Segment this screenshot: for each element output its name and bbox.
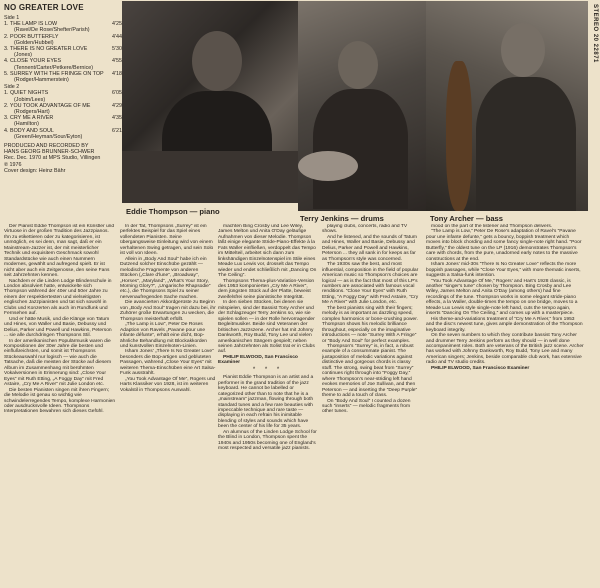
- track-title: 5. SURREY WITH THE FRINGE ON TOP: [4, 70, 104, 77]
- track-duration: 4'29: [111, 102, 122, 109]
- liner-paragraph: In der amerikanischen Populärmusik waren die Kompositionen der 30er Jahre die besten und einflußreichsten, und somit ist Thompsons Stückeauswahl nur logisch — wie auch die Tatsache, daß die meisten der Stücke auf diesem Album im Zusammenhang mit berühmten Vokalversionen in Erinnerung sind: „Close Your Eyes“ mit Ruth Etting, „A Foggy Day“ mit Fred Astaire, „Cry Me A River“ mit Julie London etc.: [4, 338, 112, 388]
- credit-line: ℗ 1976: [4, 161, 22, 168]
- tracklist: [4, 14, 122, 174]
- track-duration: 4'44: [111, 33, 122, 40]
- track-duration: 6'21: [111, 127, 122, 134]
- caption-eddie-thompson: Eddie Thompson — piano: [126, 207, 220, 216]
- liner-paragraph: Thompsons Thema-plus-Variation-Version des 1953 komponierten „Cry Me A River“, dem jüngsten Stück auf der Platte, beweist zweifelsfrei seine pianistische Integrität.: [218, 278, 315, 300]
- liner-paragraph: Isham Jones' mid-30s “There Is No Greater Love” reflects the more boppish passages, while “Close Your Eyes,” with more thematic inserts, suggests a Salsa-funk intention.: [426, 262, 581, 279]
- liner-paragraph: “You Took Advantage Of Me,” Rogers' and Hart's 1928 classic, is another “singer's tune” chosen by Thompson. Bing Crosby and Lee Wiley, James Melton and Anita O'Day (among others) had fine recordings of the tune. Thompson works in some elegant stride-piano effects, a la Waller, double-times the tempo on one bridge, moves to a Meade Lux Lewis style single-note left hand, cuts the tempo again, inserts “Dancing On The Ceiling,” and comes up with a masterpiece.: [426, 278, 578, 317]
- track-composer: (Rodger/Hammerstein): [14, 77, 69, 84]
- side-1-tracks: [4, 21, 122, 83]
- track-composer: (Rodgers/Hart): [14, 109, 50, 116]
- liner-paragraph: Der Pianist Eddie Thompson ist ein Künstler und Virtuose in der großen Tradition des Jazzpianos. Ihn zu etikettieren oder zu kategorisieren, ist unmöglich, es sei denn, man sagt, daß er ein Mainstream-Jazzer ist, der mit meisterlicher Technik und exquisitem Geschmack sowohl Standardstücke wie auch einen Nummern modernes, gewählt und aufregend spielt. Er ist nicht aber auch ein Zeitgenosse, den seine Fans seit Jahrzehnten kennen.: [4, 224, 115, 279]
- track-title: 1. THE LAMP IS LOW: [4, 21, 58, 28]
- liner-notes-german-col-1: [4, 224, 116, 584]
- production-credits: [4, 143, 122, 174]
- section-divider-stars: * * *: [252, 366, 284, 373]
- liner-paragraph: In den sieben Stücken, bei denen sie mitspielen, sind der Bassist Tony Archer und der Schlagzeuger Terry Jenkins so, wie sie spielen sollen — in der Rolle hervorragender Begleitmusiker. Beide sind Veteranen der britischen Jazzszene. Archer hat mit Johnny Dankworth, Roy Budd, Tony Lee und vielen amerikanischen Sängern gespielt; neben seinen Jahrzehnten als Solist trat er in Clubs auf.: [218, 300, 315, 355]
- credit-line: HANS GEORG BRUNNER-SCHWER: [4, 149, 95, 156]
- liner-paragraph: The best pianists sing with their fingers; melody is as important as dazzling speed, complex harmonics or bone-crushing power. Thompson shows his melodic brilliance throughout, especially on the imaginative introductions — note “Surrey With A Fringe” or “Body And Soul” for perfect examples.: [322, 305, 418, 344]
- liner-paragraph: Die avancierten Akkordgerüste zu Beginn von „Body And Soul“ tragen mit dazu bei, ihr Zuhörer große Erwartungen zu wecken, die Thompson meisterhaft erfüllt.: [120, 300, 216, 322]
- liner-paragraph: Thompson's “Surrey” is, in fact, a robust example of a consummate pianist. The juxtaposition of melodic variations against distinctive and gorgeous chords is classy stuff. The strong, swing beat from “Surrey” continues right through into “Foggy Day,” where Thompson's near-striding left hand evokes memories of Joe Sullivan, and then Peterson — and inserting the “Deep Purple” theme to add a touch of class.: [322, 343, 418, 399]
- track-composer: (Jobim/Lees): [14, 96, 46, 103]
- liner-paragraph: Allein in „Body And Soul“ habe ich ein Dutzend solcher Einschübe gezählt — melodische Fragmente von anderen Stücken („Clare d'lune“, „Broadway“, „Horses“, „Maryland“, „What's Your Story, Morning Glory?“, „Ungarische Rhapsodie“ etc.), die Thompsons Spiel zu seiner nervenaufregenden Sache machen.: [120, 256, 211, 300]
- photo-tony-archer: [426, 1, 588, 211]
- album-title: NO GREATER LOVE: [4, 3, 84, 12]
- track-title: 2. POOR BUTTERFLY: [4, 33, 59, 40]
- liner-paragraph: playing clubs, concerts, radio and TV shows.: [322, 224, 408, 235]
- liner-paragraph: On the seven numbers to which they contribute bassist Tony Archer and drummer Terry Jenkins perform as they should — in well done accompaniment roles. Both are veterans of the British jazz scene. Archer has worked with Johnny Dankworth, Roy Budd, Tony Lee and many American singers; Jenkins, beside comparable club work, has extensive radio and TV studio credits.: [426, 333, 584, 366]
- liner-paragraph: Die besten Pianisten singen mit ihren Fingern; die Melodie ist genau so wichtig wie schwindelerregendes Tempo, komplexe Harmonien oder ausdrucksvolle Ideen. Thompsons Interpretationen bewahren sich dieses Gefühl.: [4, 387, 116, 415]
- track-composer: (Tennent/Carter/Petkere/Bernice): [14, 64, 94, 71]
- stereo-catalog-number: STEREO 20 22871: [592, 4, 598, 63]
- credit-line: Cover design: Heinz Bähr: [4, 167, 66, 174]
- liner-paragraph: The 1930s saw the best, and most influential, composition in the field of popular American music so Thompson's choices are logical — as is the fact that most of this LP's numbers are associated with famous vocal renditions. “Close Your Eyes” with Ruth Etting, “A Foggy Day” with Fred Astaire, “Cry Me A River” with Julie London, etc.: [322, 262, 419, 306]
- liner-paragraph: „The Lamp is Low“, Peter De Roses Adaption von Ravels „Pavane pour une infante défunte“, erhält eine dicht, Bop-ähnliche Behandlung mit Blockakkorden und kunstvollen Einzelnoten-Linien.: [120, 322, 207, 349]
- track-composer: (Jones): [14, 52, 32, 59]
- track-composer: (Ravel/De Rose/Shefter/Parish): [14, 27, 90, 34]
- liner-paragraph: Und er hätte Musik, und die Klänge von Tatum und Hines, von Waller und Basie, Debussy und Delius, Parker und Powell und Hawkins, Peterson ... sie alle durchdringen Thompsons Stil.: [4, 316, 112, 339]
- liner-paragraph: And he listened, and the sounds of Tatum and Hines, Waller and Basie, Debussy and Delius, Parker and Powell and Hawkins, Peterson ... they all sank in for keeps as far as Thompson's style was concerned.: [322, 234, 417, 262]
- caption-terry-jenkins: Terry Jenkins — drums: [300, 214, 384, 223]
- track-title: 3. THERE IS NO GREATER LOVE: [4, 46, 88, 53]
- liner-notes-german-col-2: [120, 224, 216, 584]
- liner-paragraph: “The Lamp is Low,” Peter De Rose's adaptation of Ravel's “Pavane pour une infante defunte,” gets a bouncy, boppish treatment which moves into block chording and some fancy single-note right hand. “Poor Butterfly,” the oldest tune on the LP (1916) demonstrates Thompson's care with chords, from the pure, unadorned early notes to the massive constructions at the end.: [426, 229, 582, 262]
- liner-paragraph: Nachdem er die Linden Lodge Blindenschule in London absolviert hatte, entwickelte sich Thompson während der 40er und 50er Jahre zu einem der respektiertesten und vielseitigsten englischen Jazzpianisten und tat sich sowohl in Clubs und Konzerten als auch im Rundfunk und Fernsehen auf.: [4, 278, 112, 317]
- liner-paragraph: „You Took Advantage Of Me“, Rogers und Harts Klassiker von 1928, ist im weiteren Vokalstil in Thompsons Auswahl.: [120, 376, 216, 393]
- track-composer: (Hamilton): [14, 121, 39, 128]
- liner-paragraph: On “Body And Soul” I counted a dozen such “inserts” — melodic fragments from other tunes.: [322, 398, 411, 415]
- liner-notes-english-col-4: [322, 224, 422, 584]
- liner-paragraph: mood on the part of the listener and Thompson delivers.: [431, 224, 553, 229]
- track-title: 1. QUIET NIGHTS: [4, 90, 49, 97]
- liner-paragraph: Pianist Eddie Thompson is an artist and a performer in the grand tradition of the jazz keyboard. He cannot be labelled or categorized other than to note that he is a „mainstream“ jazzman, flowing through both standard tunes and a few rare beauties with impeccable technique and rare taste — displaying in each refrain his inimitable blending of styles and sounds which have been the center of his life for 35 years.: [218, 375, 314, 430]
- track-title: 4. BODY AND SOUL: [4, 127, 54, 134]
- track-duration: 6'05: [111, 90, 122, 97]
- track-duration: 5'30: [111, 46, 122, 53]
- author-signature: PHILIP ELWOOD, San Francisco Examiner: [431, 365, 530, 371]
- track-title: 4. CLOSE YOUR EYES: [4, 58, 62, 65]
- track-composer: (Green/Heyman/Sour/Eyton): [14, 133, 83, 140]
- side-2-label: Side 2: [4, 84, 20, 91]
- credit-line: PRODUCED AND RECORDED BY: [4, 143, 89, 150]
- side-2-tracks: [4, 90, 122, 140]
- credit-line: Rec. Dec. 1970 at MPS Studio, Villingen: [4, 155, 101, 162]
- track-duration: 4'35: [111, 115, 122, 122]
- liner-paragraph: An alumnus of the Linden Lodge School for the Blind in London, Thompson spent the 1940s and 1950s becoming one of England's most respected and versatile jazz pianists.: [218, 429, 317, 452]
- liner-paragraph: Isham Jones' „There Is No Greater Love“ besonders die Bop-artigen und gebluteten Passagen, während „Close Your Eyes“ mit weiteren Thema-Einschüben eine Art Salsa-Funk ausstrahlt.: [120, 349, 216, 377]
- track-title: 2. YOU TOOK ADVANTAGE OF ME: [4, 102, 91, 109]
- track-duration: 4'25: [111, 21, 122, 28]
- track-composer: (Golden/Hubbel): [14, 39, 54, 46]
- caption-tony-archer: Tony Archer — bass: [430, 214, 504, 223]
- track-title: 3. CRY ME A RIVER: [4, 115, 54, 122]
- liner-paragraph: machten Bing Crosby und Lee Wiley, James Melton und Anita O'Day geläufige Aufnahmen von dieser Melodie. Thompson läßt einige elegante Stride-Piano-Effekte à la Fats Waller einfließen, verdoppelt das Tempo im Mittelteil, arbeitet sich dann zum linkshändigen Einzelnotenspiel im Stile eines Meade Lux Lewis vor, drosselt das Tempo wieder und endet schließlich mit „Dancing On The Ceiling“.: [218, 224, 317, 279]
- photo-terry-jenkins: [298, 1, 426, 211]
- photo-eddie-thompson: [122, 1, 298, 203]
- liner-paragraph: His theme-and-variations treatment of “Cry Me A River,” from 1953 and the disc's newest tune, gives ample demonstration of the Thompson keyboard integrity.: [426, 316, 583, 333]
- author-signature: PHILIP ELWOOD, San Francisco Examiner: [218, 354, 298, 366]
- track-duration: 4'55: [111, 58, 122, 65]
- track-duration: 4'18: [111, 70, 122, 77]
- side-1-label: Side 1: [4, 15, 20, 21]
- liner-notes-english-col-5: [426, 224, 584, 584]
- liner-notes-col-3: [218, 224, 318, 584]
- liner-paragraph: In der Tat, Thompsons „Surrey“ ist ein perfektes Beispiel für das Spiel eines vollendeten Pianisten. Seine übergangsweise Einleitung wird von einem verhaltenen Swing getragen, und sein Solo ist voll von Ideen.: [120, 224, 214, 257]
